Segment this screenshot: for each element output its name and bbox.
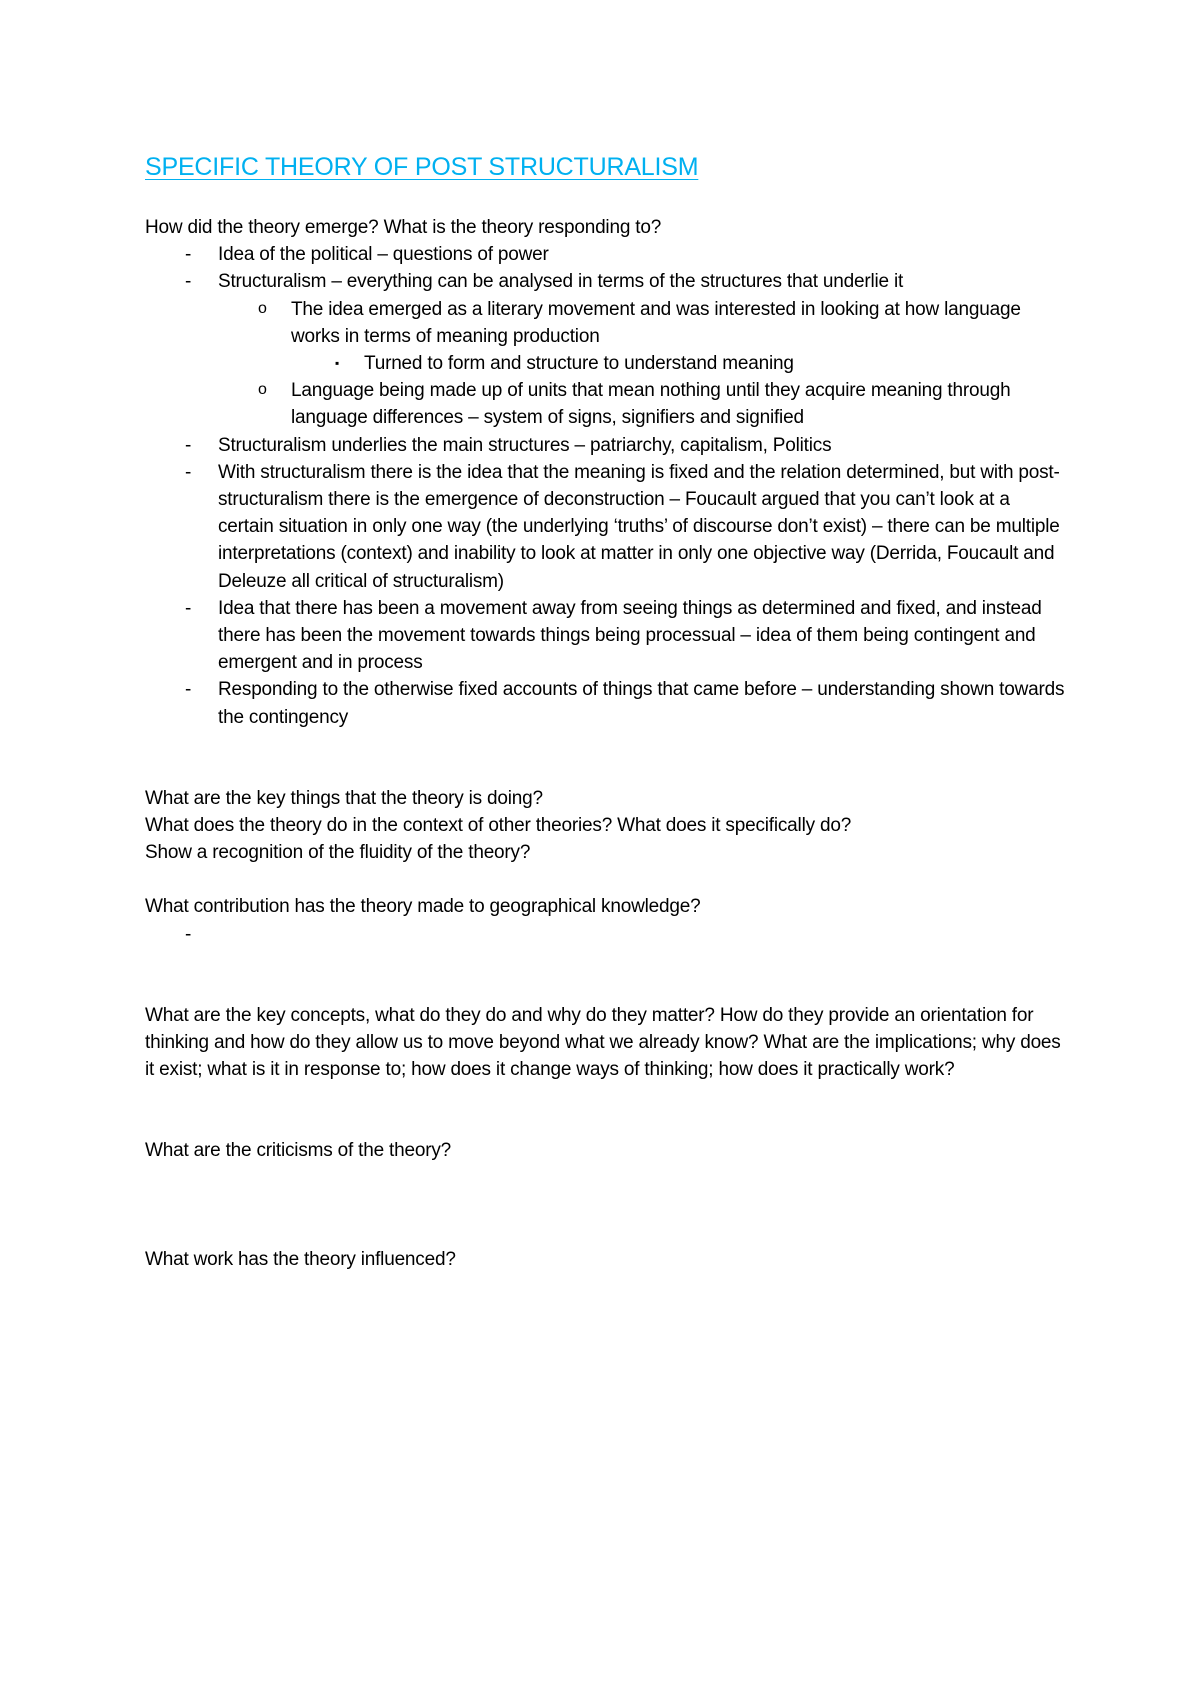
spacer [145, 948, 1065, 1002]
list-item [145, 676, 1065, 730]
list-item [145, 241, 1065, 268]
list-item-text: Structuralism underlies the main structures – patriarchy, capitalism, Politics [218, 434, 832, 456]
list-item-text: Structuralism – everything can be analysed in terms of the structures that underlie it [218, 271, 904, 293]
subsublist-item [291, 350, 1065, 377]
circle-bullet: o [258, 299, 267, 317]
spacer [145, 1165, 1065, 1246]
dash-bullet: - [185, 597, 192, 619]
section-key-things-line-3: Show a recognition of the fluidity of the theory? [145, 842, 531, 864]
section-key-concepts: What are the key concepts, what do they do and why do they matter? How do they provide an orientation for thinking and how do they allow us to move beyond what we already know? What are the implications; why does it exist; what is it in response to; how does it change ways of thinking; how does it practically work? [145, 1004, 1061, 1081]
section-key-things-line-2: What does the theory do in the context of other theories? What does it specifically do? [145, 815, 852, 837]
list-item-text: Idea of the political – questions of power [218, 244, 549, 266]
section-influence-question: What work has the theory influenced? [145, 1248, 456, 1270]
list-item [145, 595, 1065, 677]
sublist-item [218, 296, 1065, 378]
section-contribution-question: What contribution has the theory made to geographical knowledge? [145, 896, 701, 918]
contribution-list [145, 921, 1065, 948]
list-item-text: With structuralism there is the idea that the meaning is fixed and the relation determined, but with post-structuralism there is the emergence of deconstruction – Foucault argued that you can’t look at a certain situation in only one way (the underlying ‘truths’ of discourse don’t exist) – there can be multiple interpretations (context) and inability to look at matter in only one objective way (Derrida, Foucault and Deleuze all critical of structuralism) [218, 461, 1060, 592]
list-item [145, 459, 1065, 595]
section-criticisms-question: What are the criticisms of the theory? [145, 1140, 452, 1162]
sublist-item [218, 377, 1065, 431]
list-item-text: Responding to the otherwise fixed accounts of things that came before – understanding shown towards the contingency [218, 679, 1065, 728]
page-title: SPECIFIC THEORY OF POST STRUCTURALISM [145, 153, 699, 181]
list-item-text: Idea that there has been a movement away from seeing things as determined and fixed, and instead there has been the movement towards things being processual – idea of them being contingent and emergent and in process [218, 597, 1042, 674]
spacer [145, 1083, 1065, 1137]
structuralism-sublist [218, 296, 1065, 432]
section-key-things-line-1: What are the key things that the theory is doing? [145, 787, 543, 809]
circle-bullet: o [258, 381, 267, 399]
dash-bullet: - [185, 434, 192, 456]
dash-bullet: - [185, 244, 192, 266]
subsublist-item-text: Turned to form and structure to understand meaning [364, 353, 794, 375]
dash-bullet: - [185, 923, 192, 945]
literary-movement-sublist [291, 350, 1065, 377]
sublist-item-text: Language being made up of units that mean nothing until they acquire meaning through language differences – system of signs, signifiers and signified [291, 380, 1011, 429]
square-bullet: ▪ [335, 356, 340, 371]
list-item-text [218, 924, 223, 945]
dash-bullet: - [185, 271, 192, 293]
list-item [145, 921, 1065, 948]
spacer [145, 731, 1065, 785]
list-item [145, 432, 1065, 459]
dash-bullet: - [185, 461, 192, 483]
document-body [145, 150, 1065, 1273]
section-emergence-question: How did the theory emerge? What is the theory responding to? [145, 217, 662, 238]
emergence-list [145, 241, 1065, 731]
spacer [145, 866, 1065, 893]
sublist-item-text: The idea emerged as a literary movement and was interested in looking at how language works in terms of meaning production [291, 298, 1021, 347]
list-item [145, 268, 1065, 431]
dash-bullet: - [185, 679, 192, 701]
